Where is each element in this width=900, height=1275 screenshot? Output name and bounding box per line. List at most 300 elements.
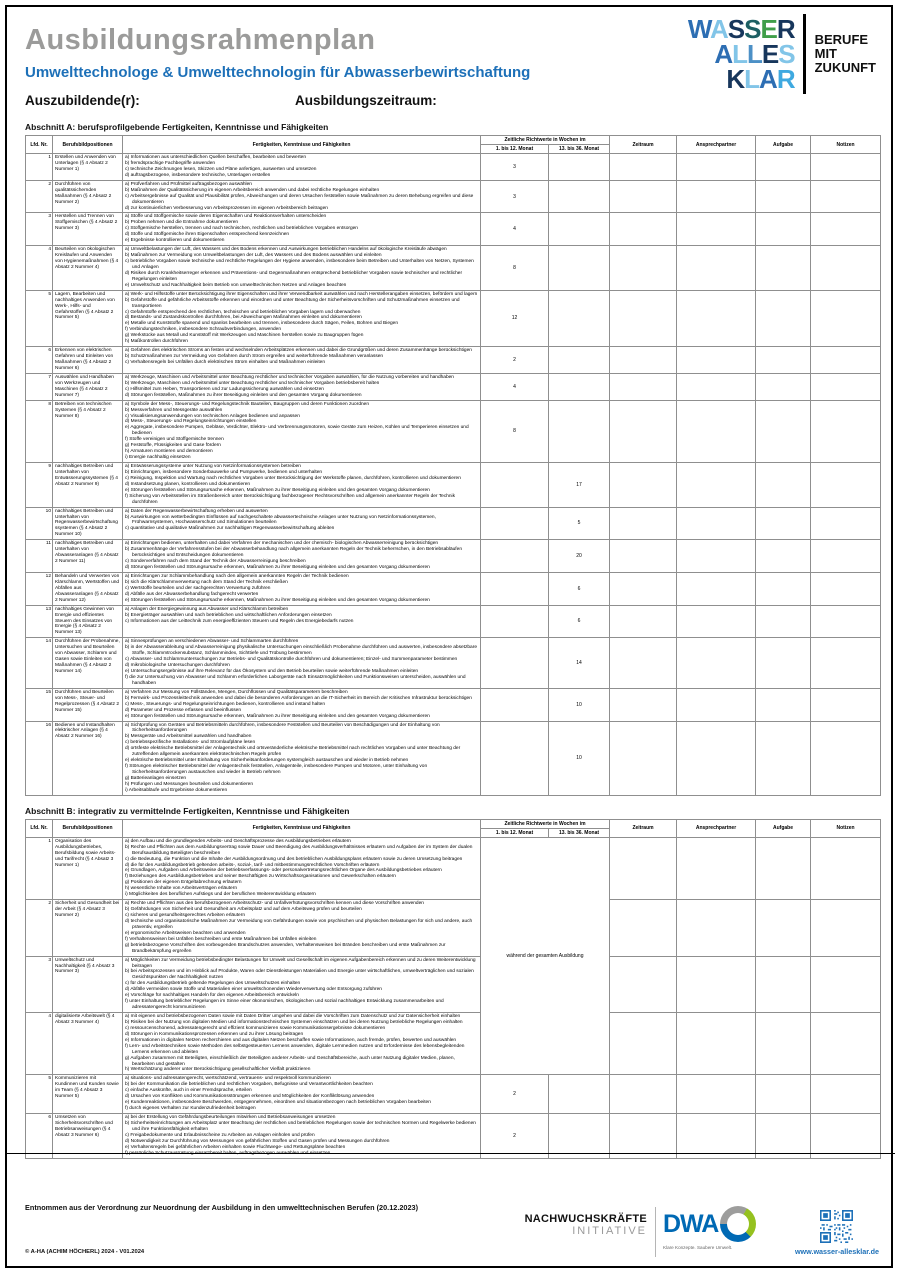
position-cell: Durchführen von qualitätssichernden Maßnahmen (§ 4 Absatz 2 Nummer 2) [53,180,123,213]
notizen-cell [811,900,881,956]
row-number-cell: 2 [26,900,53,956]
skill-item: d) Störungen feststellen, Maßnahmen zu ihrer Beseitigung einleiten und den gesamten Vorgang dokumentieren [125,392,362,398]
aufgabe-cell [756,180,811,213]
skills-cell [123,540,481,573]
skill-item: d) mikrobiologische Untersuchungen durchführen [125,663,230,669]
skill-item: a) Stoffe und Stoffgemische sowie deren Eigenschaften und Reaktionsverhalten unterscheiden [125,214,327,220]
weeks-13-36-cell [549,347,610,374]
ansprechpartner-cell [677,373,756,400]
notizen-cell [811,246,881,291]
zeitraum-cell [610,540,677,573]
table-row [26,540,881,573]
notizen-cell [811,213,881,246]
table-row [26,956,881,1012]
table-row [26,1075,881,1114]
skill-item: b) Proben nehmen und die Entnahme dokumentieren [125,220,239,226]
aufgabe-cell [756,1075,811,1114]
aufgabe-cell [756,154,811,181]
skills-cell [123,463,481,508]
brand-tagline-line: MIT [814,46,837,61]
table-row [26,572,881,605]
col-header-time-group: Zeitliche Richtwerte in Wochen im [481,819,610,828]
weeks-1-12-cell: 3 [481,154,549,181]
weeks-merged-cell: während der gesamten Ausbildung [481,837,610,1075]
skill-item: f) Verhaltensweisen bei Unfällen beschreiben und erste Maßnahmen bei Unfällen einleiten [125,936,317,942]
weeks-13-36-cell: 20 [549,540,610,573]
skill-item: b) Maßnahmen der Qualitätssicherung im eigenen Arbeitsbereich anwenden und dabei rechtliche Regelungen einhalten [125,187,380,193]
weeks-13-36-cell [549,290,610,346]
row-number-cell: 3 [26,956,53,1012]
skill-item: a) Einrichtungen bedienen, unterhalten und dabei Verfahren der mechanischen und der chemisch- biologischen Abwasserreinigung berücksichtigen [125,541,439,547]
skills-cell [123,290,481,346]
zeitraum-cell [610,1075,677,1114]
weeks-1-12-cell [481,463,549,508]
ansprechpartner-cell [677,1013,756,1075]
notizen-cell [811,572,881,605]
col-header-aufgabe: Aufgabe [756,819,811,837]
ansprechpartner-cell [677,507,756,540]
table-row [26,638,881,689]
position-cell: Bedienen und Instandhalten elektrischer Anlagen (§ 4 Absatz 2 Nummer 16) [53,721,123,795]
skill-item: c) Mess-, Steuerungs- und Regelungseinrichtungen bedienen, kontrollieren und instand halten [125,701,325,707]
aufgabe-cell [756,638,811,689]
zeitraum-cell [610,837,677,899]
notizen-cell [811,463,881,508]
aufgabe-cell [756,540,811,573]
zeitraum-cell [610,1013,677,1075]
skill-item: e) Vorschläge für nachhaltiges Handeln für den eigenen Arbeitsbereich entwickeln [125,993,299,999]
skill-item: b) Rechte und Pflichten aus dem Ausbildungsvertrag sowie Dauer und Beendigung des Ausbildungsverhältnisses erläutern und Aufgaben der im System der dualen Berufsausbildung Beteiligten beschreiben [125,844,473,856]
notizen-cell [811,400,881,462]
qr-code-icon [820,1210,853,1243]
zeitraum-cell [610,638,677,689]
weeks-1-12-cell [481,540,549,573]
skill-item: f) die zur Untersuchung von Abwasser und Schlamm erforderlichen Laborgeräte nach Einsatzmöglichkeiten und Funktionsweisen unterscheiden, auswählen und handhaben [125,674,466,686]
wasser-allesklar-logo [688,14,876,94]
weeks-1-12-cell [481,638,549,689]
skill-item: b) Sicherheitseinrichtungen am Arbeitsplatz unter Beachtung der rechtlichen und betrieblichen Regelungen sowie der technischen Normen und Regelwerke bedienen und ihre Funktionsfähigkeit erhalten [125,1120,476,1132]
skill-item: f) Beziehungen des Ausbildungsbetriebes und seiner Beschäftigten zu Wirtschaftsorganisationen und Gewerkschaften erläutern [125,874,396,880]
table-row [26,180,881,213]
skill-item: c) ressourcenschonend, adressatengerecht und effizient kommunizieren sowie Kommunikationsergebnisse dokumentieren [125,1025,386,1031]
skills-cell [123,721,481,795]
document-content [25,122,881,1159]
table-row [26,347,881,374]
skill-item: a) den Aufbau und die grundlegenden Arbeits- und Geschäftsprozesse des Ausbildungsbetriebes erläutern [125,838,351,844]
col-header-skills: Fertigkeiten, Kenntnisse und Fähigkeiten [123,136,481,154]
position-cell: Herstellen und Trennen von Stoffgemischen (§ 4 Absatz 2 Nummer 3) [53,213,123,246]
ansprechpartner-cell [677,688,756,721]
skill-item: f) persönliche Schutzausrüstung einsatzbereit halten, auftragsbezogen auswählen und einsetzen [125,1150,331,1156]
skill-item: c) Informationen aus der Leittechnik zum energieeffizienten Steuern und Regeln des Energiebedarfs nutzen [125,618,354,624]
brand-letter: S [727,13,745,44]
skill-item: c) einfache Auskünfte, auch in einer Fremdsprache, erteilen [125,1088,252,1094]
brand-letter: L [744,63,760,94]
skill-item: g) Positionen der eigenen Entgeltabrechnung erläutern [125,880,242,886]
skill-item: e) Informationen in digitalen Netzen recherchieren und aus digitalen Netzen beschaffen sowie Informationen, auch fremde, prüfen, bewerten und auswählen [125,1037,457,1043]
col-header-aufgabe: Aufgabe [756,136,811,154]
weeks-1-12-cell [481,721,549,795]
col-header-months-13-36: 13. bis 36. Monat [549,145,610,154]
skill-item: c) quantitative und qualitative Maßnahmen zur nachhaltigen Regenwasserbewirtschaftung ableiten [125,526,335,532]
skill-item: b) Schutzmaßnahmen zur Vermeidung von Gefahren durch Strom ergreifen und weiterführende Maßnahmen veranlassen [125,354,384,360]
table-row [26,605,881,638]
skill-item: a) Symbole der Mess-, Steuerungs- und Regelungstechnik Bauteilen, Baugruppen und deren Funktionen zuordnen [125,401,369,407]
skill-item: f) unter Einhaltung betrieblicher Regelungen im Sinne einer ökonomischen, ökologischen und sozial nachhaltigen Entwicklung zusammenarbeiten und adressatengerecht kommunizieren [125,999,444,1011]
weeks-13-36-cell [549,246,610,291]
skill-item: e) Metalle und Kunststoffe spanend und spanlos bearbeiten und trennen, insbesondere durch Sägen, Feilen, Bohren und Biegen [125,321,398,327]
ansprechpartner-cell [677,463,756,508]
ansprechpartner-cell [677,154,756,181]
skill-item: c) die Bedeutung, die Funktion und die Inhalte der Ausbildungsordnung und des betrieblichen Ausbildungsplans erläutern sowie zu deren Umsetzung beitragen [125,856,463,862]
table-row [26,1013,881,1075]
weeks-1-12-cell [481,688,549,721]
brand-letter: A [710,13,728,44]
position-cell: Beurteilen von ökologischen Kreisläufen und Anwenden von Hygienemaßnahmen (§ 4 Absatz 2 Nummer 4) [53,246,123,291]
row-number-cell: 16 [26,721,53,795]
skill-item: g) Werkstücke aus Metall und Kunststoff mit Werkzeugen und Maschinen herstellen sowie zu Baugruppen fügen [125,333,364,339]
aufgabe-cell [756,1114,811,1159]
skill-item: d) Stoffe und Stoffgemische ihren Eigenschaften entsprechend kennzeichnen [125,232,290,238]
skills-cell [123,246,481,291]
skill-item: g) Feststoffe, Flüssigkeiten und Gase fördern [125,443,221,449]
ansprechpartner-cell [677,956,756,1012]
ansprechpartner-cell [677,900,756,956]
brand-letter: A [714,38,733,69]
zeitraum-cell [610,605,677,638]
skill-item: f) Störungen elektrischer Betriebsmittel der Anlagentechnik feststellen, Anlagenteile, insbesondere Pumpen und Motoren, unter Einhaltung von Sicherheitsanforderungen austauschen und wieder in Betrieb nehmen [125,764,428,775]
skill-item: c) Reinigung, Inspektion und Wartung nach rechtlichen Vorgaben unter Berücksichtigung der Werkstoffe planen, durchführen, kontrollieren und dokumentieren [125,475,461,481]
skills-cell [123,1075,481,1114]
skill-item: d) Notwendigkeit zur Durchführung von Messungen von gefährlichen Stoffen und Gasen prüfen und Messungen durchführen [125,1138,390,1144]
ansprechpartner-cell [677,1114,756,1159]
row-number-cell: 2 [26,180,53,213]
brand-letter: R [776,63,795,94]
row-number-cell: 15 [26,688,53,721]
skill-item: c) betriebliche Vorgaben sowie technische und rechtliche Regelungen der Hygiene anwenden, insbesondere beim Betreiben und Unterhalten von Netzen, Systemen und Anlagen [125,259,474,270]
position-cell: Auswählen und Handhaben von Werkzeugen und Maschinen (§ 4 Absatz 2 Nummer 7) [53,373,123,400]
col-header-nr: Lfd. Nr. [26,819,53,837]
skill-item: b) sich die Klärschlammverwertung nach dem Stand der Technik erschließen [125,579,288,585]
brand-wordmark [687,13,795,94]
row-number-cell: 4 [26,1013,53,1075]
skill-item: d) Instandsetzung planen, kontrollieren und dokumentieren [125,481,251,487]
notizen-cell [811,638,881,689]
brand-letter: R [776,13,795,44]
row-number-cell: 13 [26,605,53,638]
zeitraum-cell [610,347,677,374]
aufgabe-cell [756,837,811,899]
skill-item: b) Risiken bei der Nutzung von digitalen Medien und informationstechnischen Systemen einschätzen und bei deren Nutzung betriebliche Regelungen einhalten [125,1019,463,1025]
skill-item: e) Störungen feststellen und Störungsursache erkennen, Maßnahmen zu ihrer Beseitigung einleiten und den gesamten Vorgang dokumentieren [125,713,430,719]
skills-cell [123,400,481,462]
skill-item: a) Anlagen der Energiegewinnung aus Abwasser und Klärschlamm betreiben [125,606,289,612]
weeks-13-36-cell: 17 [549,463,610,508]
zeitraum-cell [610,956,677,1012]
skill-item: a) Gefahren des elektrischen Stroms an festen und wechselnden Arbeitsplätzen erkennen und dabei die Grundgrößen und deren Zusammenhänge berücksichtigen [125,348,472,354]
footer-copyright: © A-HA (ACHIM HÖCHERL) 2024 - V01.2024 [25,1249,145,1255]
brand-letter: L [747,38,762,69]
trainee-label: Auszubildende(r): [25,93,140,108]
footer-source-note: Entnommen aus der Verordnung zur Neuordnung der Ausbildung in den umwelttechnischen Berufen (20.12.2023) [25,1203,419,1212]
skill-item: b) bei der Kommunikation die betrieblichen und rechtlichen Vorgaben, Befugnisse und Verantwortlichkeiten beachten [125,1082,373,1088]
zeitraum-cell [610,373,677,400]
skill-item: e) Kundenreaktionen, insbesondere Beschwerden, entgegennehmen, einordnen und situationsbezogen nach betrieblichen Vorgaben bearbeiten [125,1100,431,1106]
skill-item: c) Wertstoffe beurteilen und der sachgerechten Verwertung zuführen [125,585,271,591]
zeitraum-cell [610,900,677,956]
skill-item: a) Werkzeuge, Maschinen und Arbeitsmittel unter Beachtung rechtlicher und technischer Vorgaben auswählen, für die Nutzung vorbereiten und handhaben [125,374,454,380]
skills-cell [123,572,481,605]
row-number-cell: 5 [26,1075,53,1114]
notizen-cell [811,1114,881,1159]
aufgabe-cell [756,400,811,462]
ansprechpartner-cell [677,540,756,573]
skills-cell [123,956,481,1012]
skill-item: h) Wertschätzung anderer unter Berücksichtigung gesellschaftlicher Vielfalt praktizieren [125,1067,311,1073]
skill-item: d) die für den Ausbildungsbetrieb geltenden arbeits-, sozial-, tarif- und mitbestimmungsrechtlichen Vorschriften erläutern [125,862,380,868]
skills-cell [123,688,481,721]
aufgabe-cell [756,1013,811,1075]
brand-letter: L [732,38,748,69]
table-row [26,400,881,462]
skill-item: d) Störungen feststellen und Störungsursache erkennen, Maßnahmen zu ihrer Beseitigung einleiten und den gesamten Vorgang dokumentieren [125,565,430,570]
notizen-cell [811,1013,881,1075]
skills-cell [123,213,481,246]
skills-cell [123,1013,481,1075]
skill-item: a) Informationen aus unterschiedlichen Quellen beschaffen, bearbeiten und bewerten [125,155,306,160]
skill-item: b) bei Arbeitsprozessen und im Hinblick auf Produkte, Waren oder Dienstleistungen Materialien und Energie unter wirtschaftlichen, umweltverträglichen und sozialen Gesichtspunkten der Nachhaltigkeit nutzen [125,969,474,981]
skill-item: c) Freigabedokumente und Erlaubnisscheine zu Arbeiten an Anlagen einholen und prüfen [125,1132,315,1138]
position-cell: Behandeln und Verwerten von Klärschlamm, Wertstoffen und Abfällen aus Abwasseranlagen (§ 4 Absatz 2 Nummer 12) [53,572,123,605]
ansprechpartner-cell [677,213,756,246]
notizen-cell [811,605,881,638]
col-header-months-1-12: 1. bis 12. Monat [481,145,549,154]
notizen-cell [811,507,881,540]
notizen-cell [811,373,881,400]
skill-item: h) wesentliche Inhalte von Arbeitsverträgen erläutern [125,886,237,892]
brand-tagline [815,33,876,75]
skill-item: d) Mess-, Steuerungs- und Regelungseinrichtungen einstellen [125,419,257,425]
skill-item: b) Energieträger auswählen und nach betrieblichen und wirtschaftlichen Anforderungen einsetzen [125,612,332,618]
skill-item: b) Messverfahren und Messgeräte auswählen [125,407,223,413]
skill-item: b) Gefährdungen von Sicherheit und Gesundheit am Arbeitsplatz und auf dem Arbeitsweg prüfen und beurteilen [125,907,362,913]
zeitraum-cell [610,507,677,540]
skill-item: i) Arbeitsabläufe und Ergebnisse dokumentieren [125,787,228,793]
skill-item: b) Gefahrstoffe und gefährliche Arbeitsstoffe erkennen und einordnen und unter Beachtung der Sicherheitsvorschriften und Schutzmaßnahmen einsetzen und transportieren [125,297,460,309]
table-row [26,837,881,899]
ansprechpartner-cell [677,572,756,605]
weeks-13-36-cell: 14 [549,638,610,689]
skill-item: d) Parameter und Prozesse erfassen und beeinflussen [125,707,241,713]
col-header-months-13-36: 13. bis 36. Monat [549,828,610,837]
skills-cell [123,154,481,181]
skill-item: b) Fernwirk- und Prozessleittechnik anwenden und dabei die besonderen Anforderungen an die IT-Sicherheit im Bereich der Kritischen Infrastruktur berücksichtigen [125,695,472,701]
position-cell: Lagern, Bearbeiten und nachhaltiges Anwenden von Werk-, Hilfs- und Gefahrstoffen (§ 4 Absatz 2 Nummer 5) [53,290,123,346]
position-cell: Durchführen der Probenahme, Untersuchen und Beurteilen von Abwasser, Schlamm und Gasen sowie Einleiten von Maßnahmen (§ 4 Absatz 2 Nummer 14) [53,638,123,689]
row-number-cell: 4 [26,246,53,291]
table-row [26,290,881,346]
ansprechpartner-cell [677,400,756,462]
skill-item: c) Gefahrstoffe entsprechend den rechtlichen, technischen und betrieblichen Vorgaben lagern und überwachen [125,309,361,315]
weeks-1-12-cell: 2 [481,347,549,374]
notizen-cell [811,688,881,721]
notizen-cell [811,956,881,1012]
aufgabe-cell [756,688,811,721]
table-row [26,721,881,795]
skill-item: c) betriebsspezifische Installations- und Stromlaufpläne lesen [125,740,256,746]
position-cell: Kommunizieren mit Kundinnen und Kunden sowie im Team (§ 4 Absatz 3 Nummer 5) [53,1075,123,1114]
skill-item: a) bei der Erstellung von Gefährdungsbeurteilungen mitwirken und Betriebsanweisungen umsetzen [125,1115,336,1120]
brand-tagline-line: ZUKUNFT [814,60,876,75]
table-row [26,246,881,291]
table-row [26,213,881,246]
skill-item: c) technische Zeichnungen lesen, Skizzen und Pläne anfertigen, auswerten und umsetzen [125,166,317,172]
skill-item: c) Arbeitsergebnisse auf Qualität und Plausibilität prüfen, Abweichungen und deren Ursachen feststellen sowie Maßnahmen zu deren Behebung ergreifen und diese dokumentieren [125,193,474,205]
skill-item: b) Werkzeuge, Maschinen und Arbeitsmittel unter Beachtung rechtlicher und technischer Vorgaben betriebsbereit halten [125,380,380,386]
skills-cell [123,900,481,956]
initiative-line1: NACHWUCHSKRÄFTE [524,1213,647,1225]
brand-letter: S [778,38,795,69]
skill-item: a) Prüfverfahren und Prüfmittel auftragsbezogen auswählen [125,181,252,187]
skill-item: d) Störungen in Kommunikationsprozessen erkennen und zu ihrer Lösung beitragen [125,1031,304,1037]
skill-item: b) in der Abwasserableitung und Abwasserreinigung physikalische Untersuchungen einschließlich Probenahme durchführen und auswerten, insbesondere absetzbare Stoffe, Schlammtrockensubstanz, Schlammindex, Sichttiefe und Trübung bestimmen [125,645,477,657]
weeks-1-12-cell [481,605,549,638]
position-cell: digitalisierte Arbeitswelt (§ 4 Absatz 3 Nummer 4) [53,1013,123,1075]
position-cell: Umweltschutz und Nachhaltigkeit (§ 4 Absatz 3 Nummer 3) [53,956,123,1012]
ansprechpartner-cell [677,721,756,795]
table-row [26,900,881,956]
skill-item: b) Einrichtungen, insbesondere Sonderbauwerke und Pumpwerke, bedienen und unterhalten [125,469,323,475]
skills-cell [123,605,481,638]
skill-item: c) für den Ausbildungsbetrieb geltende Regelungen des Umweltschutzes einhalten [125,981,301,987]
skill-item: i) Möglichkeiten des beruflichen Aufstiegs und der beruflichen Weiterentwicklung erläutern [125,892,316,898]
skill-item: e) Störungen feststellen und Störungsursache erkennen, Maßnahmen zu ihrer Beseitigung einleiten und den gesamten Vorgang dokumentieren [125,487,430,493]
dwa-circle-icon [720,1206,756,1242]
row-number-cell: 12 [26,572,53,605]
skill-item: a) Verfahren zur Messung von Füllständen, Mengen, Durchflüssen und Qualitätsparametern beschreiben [125,689,348,695]
skill-item: b) Auswirkungen von wetterbedingten Einflüssen auf nachgeschaltete abwassertechnische Anlagen unter Nutzung von Netzinformationssystemen, Frühwarnsystemen, Hochwasserschutz und Simulationen beurteilen [125,514,436,526]
zeitraum-cell [610,463,677,508]
table-row [26,688,881,721]
weeks-1-12-cell: 2 [481,1075,549,1114]
skill-item: b) Messgeräte und Arbeitsmittel auswählen und handhaben [125,734,252,740]
row-number-cell: 1 [26,154,53,181]
skill-item: c) Hilfsmittel zum Heben, Transportieren und zur Ladungssicherung auswählen und einsetzen [125,386,324,392]
page-title: Ausbildungsrahmenplan [25,24,376,56]
footer-divider-bar [655,1207,656,1257]
skill-item: d) Risiken durch Krankheitserreger erkennen und Präventions- und Gegenmaßnahmen entsprechend betrieblicher Vorgaben sowie technischer und rechtlicher Regelungen einleiten [125,270,463,282]
dwa-tagline: Klare Konzepte. Saubere Umwelt. [663,1245,733,1250]
skill-item: a) Werk- und Hilfsstoffe unter Berücksichtigung ihrer Eigenschaften und ihrer Verwendbarkeit auswählen und nach Herstellerangaben einsetzen, befördern und lagern [125,291,478,297]
ansprechpartner-cell [677,638,756,689]
period-label: Ausbildungszeitraum: [295,93,437,108]
row-number-cell: 7 [26,373,53,400]
initiative-line2: INITIATIVE [572,1225,647,1237]
row-number-cell: 6 [26,1114,53,1159]
weeks-13-36-cell [549,373,610,400]
weeks-13-36-cell: 5 [549,507,610,540]
skill-item: c) Verhaltensregeln bei Unfällen durch elektrischen Strom einhalten und Maßnahmen einleiten [125,360,325,365]
weeks-13-36-cell: 10 [549,688,610,721]
weeks-13-36-cell [549,400,610,462]
weeks-13-36-cell: 10 [549,721,610,795]
col-header-ansprechpartner: Ansprechpartner [677,819,756,837]
skill-item: e) Störungen feststellen und Störungsursache erkennen, Maßnahmen zu ihrer Beseitigung einleiten und den gesamten Vorgang dokumentieren [125,597,430,603]
aufgabe-cell [756,290,811,346]
col-header-skills: Fertigkeiten, Kenntnisse und Fähigkeiten [123,819,481,837]
brand-letter: E [761,38,779,69]
skill-item: h) Maßkontrollen durchführen [125,339,188,345]
skill-item: b) fremdsprachige Fachbegriffe anwenden [125,160,216,166]
zeitraum-cell [610,400,677,462]
col-header-position: Berufsbildpositionen [53,136,123,154]
skill-item: d) Bestands- und Zustandskontrollen durchführen, bei Abweichungen Maßnahmen einleiten und dokumentieren [125,315,362,321]
row-number-cell: 1 [26,837,53,899]
skill-item: f) Stoffe vereinigen und Stoffgemische trennen [125,437,224,443]
skill-item: d) zur kontinuierlichen Verbesserung von Arbeitsprozessen im eigenen Arbeitsbereich beitragen [125,205,328,211]
position-cell: nachhaltiges Betreiben und Unterhalten von Entwässerungssystemen (§ 4 Absatz 2 Nummer 9) [53,463,123,508]
aufgabe-cell [756,463,811,508]
skill-item: a) Entwässerungssysteme unter Nutzung von Netzinformationssystemen betreiben [125,464,301,469]
skill-item: f) durch eigenes Verhalten zur Kundenzufriedenheit beitragen [125,1106,256,1112]
col-header-zeitraum: Zeitraum [610,136,677,154]
skill-item: a) Umweltbelastungen der Luft, des Wassers und des Bodens erkennen und Auswirkungen betrieblichen Handelns auf ökologische Kreisläufe abwägen [125,247,447,253]
aufgabe-cell [756,956,811,1012]
weeks-1-12-cell: 2 [481,1114,549,1159]
row-number-cell: 8 [26,400,53,462]
skill-item: b) Maßnahmen zur Vermeidung von Umweltbelastungen der Luft, des Wassers und des Bodens auswählen und einleiten [125,253,382,259]
skill-item: c) sicheres und gesundheitsgerechtes Arbeiten erläutern [125,913,245,918]
col-header-ansprechpartner: Ansprechpartner [677,136,756,154]
skill-item: c) Stoffgemische herstellen, trennen und nach technischen, rechtlichen und betrieblichen Vorgaben entsorgen [125,226,358,232]
weeks-13-36-cell [549,154,610,181]
aufgabe-cell [756,572,811,605]
row-number-cell: 6 [26,347,53,374]
notizen-cell [811,290,881,346]
notizen-cell [811,347,881,374]
website-link[interactable]: www.wasser-allesklar.de [794,1247,880,1256]
notizen-cell [811,1075,881,1114]
zeitraum-cell [610,572,677,605]
weeks-1-12-cell: 8 [481,246,549,291]
skills-cell [123,507,481,540]
table-row [26,463,881,508]
skill-item: a) situations- und adressatengerecht, wertschätzend, vertrauens- und respektvoll kommunizieren [125,1076,331,1082]
skill-item: a) mit eigenen und betriebsbezogenen Daten sowie mit Daten Dritter umgehen und dabei die Vorschriften zum Datenschutz und zur Datensicherheit einhalten [125,1014,461,1019]
skills-cell [123,837,481,899]
nachwuchskraefte-initiative-logo [505,1213,647,1237]
row-number-cell: 3 [26,213,53,246]
skill-item: c) Visualisierungsanwendungen von technischen Anlagen bedienen und anpassen [125,413,300,419]
row-number-cell: 10 [26,507,53,540]
weeks-1-12-cell: 4 [481,213,549,246]
skills-cell [123,347,481,374]
brand-letter: K [726,63,745,94]
zeitraum-cell [610,721,677,795]
ansprechpartner-cell [677,837,756,899]
skill-item: d) ortsfeste elektrische Betriebsmittel der Anlagentechnik und ortsveränderliche elektrische Betriebsmittel nach rechtlichen Vorgaben und unter Beachtung der zutreffenden allgemein anerkannten elektrotechnischen Regeln prüfen [125,746,461,758]
notizen-cell [811,837,881,899]
skills-cell [123,638,481,689]
col-header-nr: Lfd. Nr. [26,136,53,154]
skill-item: f) Sicherung von Arbeitsstellen im Straßenbereich unter Berücksichtigung fachbezogener Rechtsvorschriften und allgemein anerkannter Regeln der Technik durchführen [125,493,456,505]
aufgabe-cell [756,605,811,638]
footer-divider [5,1153,895,1154]
skill-item: c) Sonderverfahren nach dem Stand der Technik der Abwasserreinigung beschreiben [125,559,306,565]
position-cell: nachhaltiges Betreiben und Unterhalten von Regenwasserbewirtschaftungssystemen (§ 4 Absatz 2 Nummer 10) [53,507,123,540]
skills-cell [123,180,481,213]
row-number-cell: 14 [26,638,53,689]
